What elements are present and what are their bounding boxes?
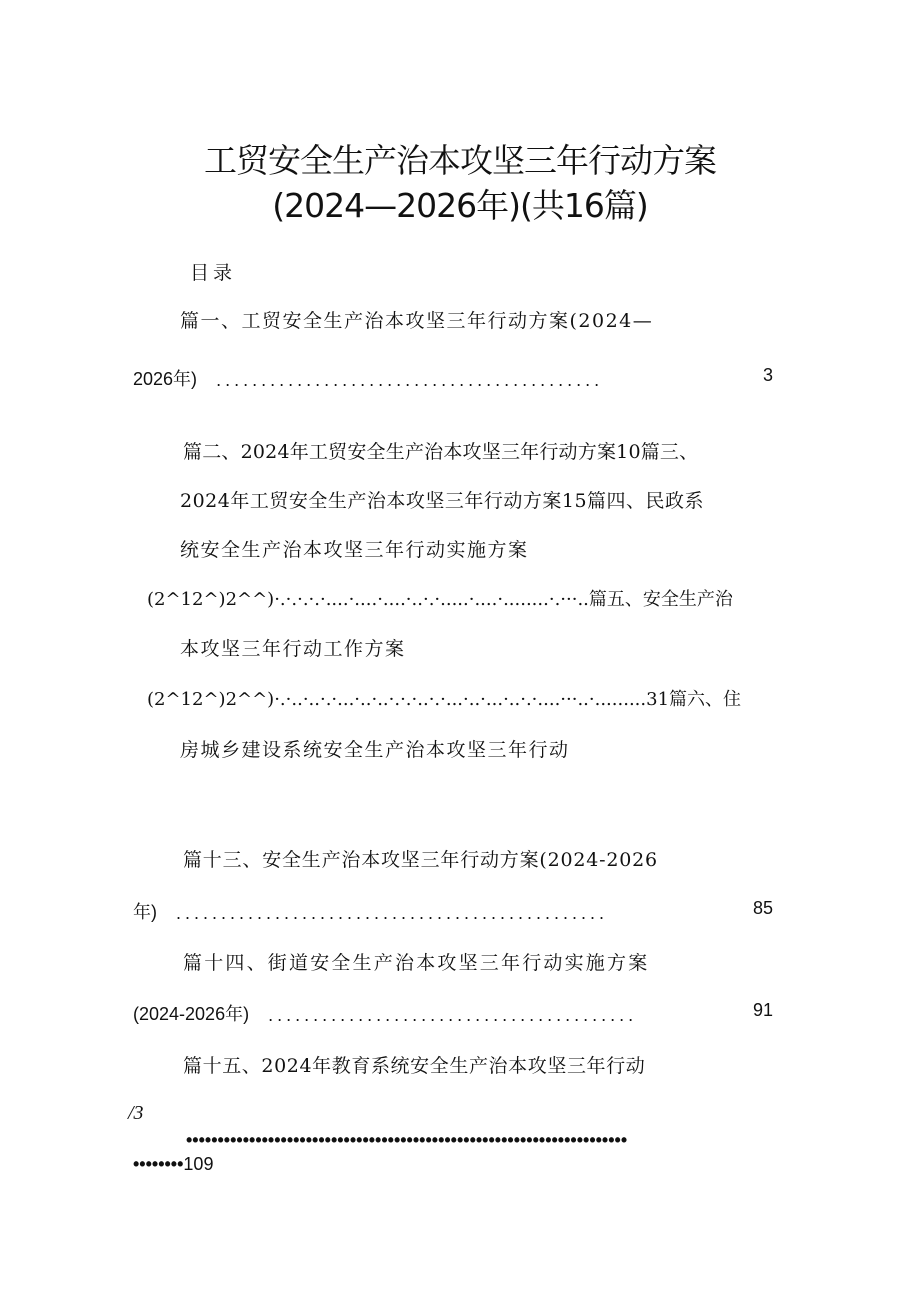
toc-entry-1-line-1[interactable]: 篇一、工贸安全生产治本攻坚三年行动方案(2024—: [180, 310, 654, 332]
toc-entry-14-line-2[interactable]: [133, 1000, 773, 1024]
toc-entry-14-line-1[interactable]: 篇十四、街道安全生产治本攻坚三年行动实施方案: [183, 952, 650, 974]
toc-entry-13-line-2[interactable]: [133, 898, 773, 922]
toc-entry-5-line[interactable]: 本攻坚三年行动工作方案: [180, 638, 406, 660]
leader-dots: ••••••••: [133, 1154, 184, 1174]
toc-heading: 目录: [190, 262, 237, 284]
toc-entry-4-leader-line[interactable]: (2^12^)2^^)·.·.·.·.·....·....·....·..·.·.....·....·........·.···..篇五、安全生产治: [147, 589, 733, 610]
toc-entry-15-line-2[interactable]: [133, 1154, 333, 1178]
document-title-line-1: 工贸安全生产治本攻坚三年行动方案: [204, 141, 716, 180]
page-number: 3: [762, 365, 773, 385]
bold-leader-dots: ••••••••••••••••••••••••••••••••••••••••••••••••••••••••••••••••••••••: [186, 1130, 628, 1150]
document-title-line-2: (2024—2026年)(共16篇): [272, 186, 648, 225]
toc-entry-text: 2026年): [133, 369, 198, 389]
toc-entry-15-line-1[interactable]: 篇十五、2024年教育系统安全生产治本攻坚三年行动: [183, 1055, 646, 1077]
toc-entry-3-line[interactable]: 2024年工贸安全生产治本攻坚三年行动方案15篇四、民政系: [180, 490, 705, 512]
page-number: 109: [183, 1154, 214, 1174]
leader-dots: ...........................................: [216, 370, 604, 389]
page-number: 85: [752, 898, 773, 918]
toc-entry-1-line-2[interactable]: [133, 365, 773, 389]
toc-entry-5-leader-line[interactable]: (2^12^)2^^)·.·..·..·.·...·..·..·.·.·..·.·...·..·...·..·.·....···..·.........31篇六、住: [147, 689, 742, 710]
toc-entry-4-line[interactable]: 统安全生产治本攻坚三年行动实施方案: [180, 539, 529, 561]
page-fragment-text: /3: [128, 1102, 144, 1124]
toc-entry-text: (2024-2026年): [133, 1004, 250, 1024]
toc-entry-text: 年): [133, 902, 157, 922]
page-number: 91: [752, 1000, 773, 1020]
leader-dots: .........................................: [268, 1005, 638, 1024]
toc-entry-2-line[interactable]: 篇二、2024年工贸安全生产治本攻坚三年行动方案10篇三、: [183, 441, 699, 463]
leader-dots: ................................................: [176, 903, 609, 922]
toc-entry-6-line[interactable]: 房城乡建设系统安全生产治本攻坚三年行动: [180, 739, 570, 761]
toc-entry-13-line-1[interactable]: 篇十三、安全生产治本攻坚三年行动方案(2024-2026: [183, 849, 658, 871]
